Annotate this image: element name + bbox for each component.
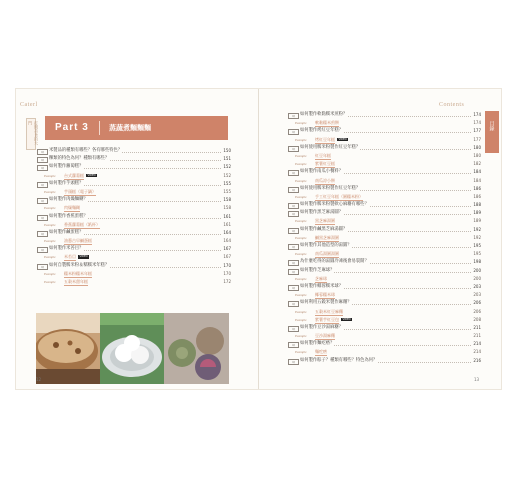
toc-recipe-row [288,152,481,160]
left-page-number: 12 [36,377,42,382]
toc-recipe-row [288,291,481,299]
question-text: 如何使用糯米粉製作紅豆年糕？ [300,144,360,152]
question-text: 如何製作肉燥麵糊？ [49,196,88,204]
question-badge: Q [288,342,299,348]
page-number: 214 [473,348,481,356]
toc-question-row [37,262,231,270]
question-badge: Q [288,301,299,307]
question-badge: Q [288,203,299,209]
page-number: 203 [473,291,481,299]
page-number: 192 [473,234,481,242]
toc-question-row [288,226,481,234]
recipe-name: 油蔥古早鹹蛋糕 [64,238,92,244]
question-badge: Q [288,211,299,217]
question-badge: Q [37,215,48,221]
recipe-name: 麵疙瘩 [315,349,327,355]
question-badge: Q [288,285,299,291]
page-number: 150 [223,147,231,155]
radish-cake-photo [36,313,100,384]
right-side-tab-label: 目錄 [488,121,495,131]
recipe-name: 糯米粉糯米年糕 [64,270,92,276]
question-text: 如何製作蘿蔔糕？ [49,163,83,171]
toc-recipe-row [37,204,231,212]
food-photo-strip [36,313,229,384]
page-number: 172 [223,278,231,286]
toc-recipe-row [288,316,481,324]
video-badge: VIDEO [338,137,347,141]
question-text: 米製品的種類有哪些？各有哪些特色？ [49,147,122,155]
recipe-name: 紫薯芋紅豆包 [315,316,339,322]
toc-recipe-row [288,234,481,242]
question-text: 如何製作軟黏糯米煎粉？ [300,111,347,119]
question-text: 如何製作香蕉蛋糕？ [49,213,88,221]
question-badge: Q [288,326,299,332]
recipe-name: 紫薯紅豆糕 [315,161,335,167]
toc-question-row [288,242,481,250]
example-tag: Example [44,189,56,194]
book-gutter [258,89,259,389]
toc-question-row [37,229,231,237]
example-tag: Example [295,194,307,199]
toc-recipe-row [288,177,481,185]
question-badge: Q [288,113,299,119]
page-number: 152 [223,172,231,180]
page-number: 170 [223,270,231,278]
toc-question-row [288,283,481,291]
question-text: 如何製作鹹黑芝麻湯圓？ [300,226,347,234]
page-number: 195 [473,242,481,250]
question-badge: Q [288,146,299,152]
question-badge: Q [288,359,299,365]
recipe-name: 手工紅豆年糕（圓糯米粉） [315,193,363,199]
toc-question-row [37,213,231,221]
example-tag: Example [295,137,307,142]
question-badge: Q [37,247,48,253]
page-number: 180 [473,152,481,160]
page-number: 195 [473,250,481,258]
toc-recipe-row [37,253,231,261]
part-divider [99,121,100,135]
example-tag: Example [295,350,307,355]
example-tag: Example [295,317,307,322]
question-badge: Q [37,264,48,270]
page-number: 174 [473,111,481,119]
page-number: 200 [473,267,481,275]
page-number: 208 [473,316,481,324]
toc-recipe-row [37,278,231,286]
question-badge: Q [37,149,48,155]
example-tag: Example [295,252,307,257]
question-text: 如何製作鹹蛋糕？ [49,229,83,237]
example-tag: Example [295,235,307,240]
example-tag: Example [295,276,307,281]
page-number: 170 [223,262,231,270]
recipe-name: 米苔目 [64,254,76,260]
toc-question-row [288,209,481,217]
question-badge: Q [288,269,299,275]
question-badge: Q [288,170,299,176]
toc-question-row [288,258,481,266]
page-number: 186 [473,185,481,193]
toc-recipe-row [288,160,481,168]
question-text: 如何製作其他造型的湯圓？ [300,242,352,250]
toc-recipe-row [37,172,231,180]
question-badge: Q [288,260,299,266]
recipe-name: 五穀米紅豆麻糬 [315,308,343,314]
toc-recipe-row [37,221,231,229]
recipe-name: 豆沙湯麻糬 [315,333,335,339]
page-number: 184 [473,168,481,176]
page-number: 158 [223,196,231,204]
toc-question-row [288,185,481,193]
part-label: Part 3 [55,122,89,133]
page-number: 214 [473,340,481,348]
question-text: 如何製作粽子？種類有哪些？特色為何？ [300,357,377,365]
toc-question-row [37,180,231,188]
question-text: 如何製作糯米粉製軟心麻糬有哪些？ [300,201,369,209]
example-tag: Example [295,219,307,224]
tangyuan-photo [100,313,164,384]
question-text: 如何製作豆沙湯麻糬？ [300,324,343,332]
toc-question-row [288,168,481,176]
left-running-head: Caterl [20,102,38,108]
right-toc-list [288,111,481,365]
toc-question-row [37,245,231,253]
question-text: 如何製作椰蓉糯米球？ [300,283,343,291]
page-number: 203 [473,283,481,291]
page-number: 206 [473,299,481,307]
page-number: 200 [473,275,481,283]
question-badge: Q [288,228,299,234]
page-number: 161 [223,221,231,229]
question-text: 如何製作芝麻球？ [300,267,334,275]
question-text: 如何利用五穀米製作麻糬？ [300,299,352,307]
question-badge: Q [37,231,48,237]
question-badge: Q [288,187,299,193]
recipe-name: 鹹黑芝麻湯圓 [315,234,339,240]
left-toc-list [37,147,231,286]
toc-question-row [288,267,481,275]
part-header-band [45,116,228,140]
page-number: 188 [473,201,481,209]
page-number: 167 [223,253,231,261]
right-page-number: 13 [474,377,480,382]
page-number: 189 [473,217,481,225]
recipe-name: 台式蘿蔔糕 [64,172,84,178]
toc-question-row [288,144,481,152]
question-badge: Q [37,198,48,204]
question-text: 為什麼吃得的湯圓冷凍後會易裂開？ [300,258,369,266]
example-tag: Example [295,309,307,314]
question-text: 如何製作米苔目？ [49,245,83,253]
left-side-tab [26,118,39,150]
recipe-name: 芋頭糕（電子鍋） [64,188,96,194]
part-title: 蒸蔬煮麵麵麵 [109,124,151,132]
page-number: 167 [223,245,231,253]
question-text: 如何自製糯米粉＆糯糯米年糕？ [49,262,109,270]
toc-question-row [288,324,481,332]
toc-question-row [288,111,481,119]
recipe-name: 黑芝麻湯圓 [315,218,335,224]
video-badge: VIDEO [79,255,88,259]
toc-question-row [288,299,481,307]
recipe-name: 肉燥麵糊 [64,205,80,211]
recipe-name: 烤紅豆年糕 [315,136,335,142]
toc-recipe-row [288,119,481,127]
page-number: 152 [223,163,231,171]
toc-recipe-row [288,193,481,201]
page-number: 151 [223,155,231,163]
toc-recipe-row [288,136,481,144]
question-text: 如何製作南瓜小餐料？ [300,168,343,176]
example-tag: Example [44,280,56,284]
page-number: 216 [473,357,481,365]
recipe-name: 南瓜湯圓湯圓 [315,251,339,257]
page-number: 177 [473,136,481,144]
page-number: 177 [473,127,481,135]
page-number: 164 [223,237,231,245]
toc-question-row [37,163,231,171]
toc-question-row [288,357,481,365]
video-badge: VIDEO [87,173,96,177]
toc-recipe-row [288,217,481,225]
question-text: 如何製作芋頭糕？ [49,180,83,188]
example-tag: Example [295,178,307,183]
left-side-tab-label: 打開美食的大門 [28,121,39,145]
page-number: 211 [473,324,481,332]
question-text: 粿類的特色為何？種類有哪些？ [49,155,109,163]
page-number: 211 [473,332,481,340]
toc-question-row [37,147,231,155]
question-badge: Q [37,182,48,188]
example-tag: Example [295,162,307,167]
example-tag: Example [295,293,307,298]
page-number: 206 [473,308,481,316]
example-tag: Example [44,255,56,260]
example-tag: Example [295,334,307,339]
question-badge: Q [37,165,48,171]
example-tag: Example [295,153,307,158]
right-running-head: Contents [439,102,465,108]
toc-question-row [37,196,231,204]
mochi-photo [164,313,229,384]
example-tag: Example [44,173,56,178]
example-tag: Example [295,121,307,126]
page-number: 189 [473,209,481,217]
toc-recipe-row [37,237,231,245]
example-tag: Example [44,222,56,227]
page-number: 174 [473,119,481,127]
question-badge: Q [37,157,48,163]
toc-recipe-row [288,332,481,340]
question-badge: Q [288,244,299,250]
example-tag: Example [44,206,56,211]
recipe-name: 芝麻球 [315,275,327,281]
toc-recipe-row [288,275,481,283]
toc-question-row [288,340,481,348]
page-number: 155 [223,180,231,188]
question-text: 如何使用糯米粉製作紅豆年糕？ [300,185,360,193]
page-number: 164 [223,229,231,237]
recipe-name: 軟黏糯米煎餅 [315,120,339,126]
page-number: 186 [473,193,481,201]
video-badge: VIDEO [342,317,351,321]
right-side-tab [485,111,499,153]
recipe-name: 椰蓉糯米球 [315,292,335,298]
recipe-name: 紅豆年糕 [315,152,331,158]
toc-recipe-row [288,308,481,316]
page-number: 155 [223,188,231,196]
question-text: 如何製作黑芝麻湯圓？ [300,209,343,217]
toc-recipe-row [37,188,231,196]
toc-question-row [288,201,481,209]
question-text: 如何製作麵疙瘩？ [300,340,334,348]
page-number: 161 [223,213,231,221]
page-number: 192 [473,226,481,234]
page-number: 182 [473,160,481,168]
toc-recipe-row [288,348,481,356]
toc-question-row [37,155,231,163]
question-text: 如何製作烤紅豆年糕？ [300,127,343,135]
toc-recipe-row [37,270,231,278]
recipe-name: 五穀米甜年糕 [64,279,88,284]
page-number: 158 [223,204,231,212]
example-tag: Example [44,271,56,276]
toc-question-row [288,127,481,135]
question-badge: Q [288,129,299,135]
recipe-name: 香蕉蘿蔔糕（紙杯） [64,221,100,227]
page-number: 180 [473,144,481,152]
toc-recipe-row [288,250,481,258]
page-number: 184 [473,177,481,185]
recipe-name: 南瓜涼小餅 [315,177,335,183]
example-tag: Example [44,239,56,244]
page-number: 198 [473,258,481,266]
